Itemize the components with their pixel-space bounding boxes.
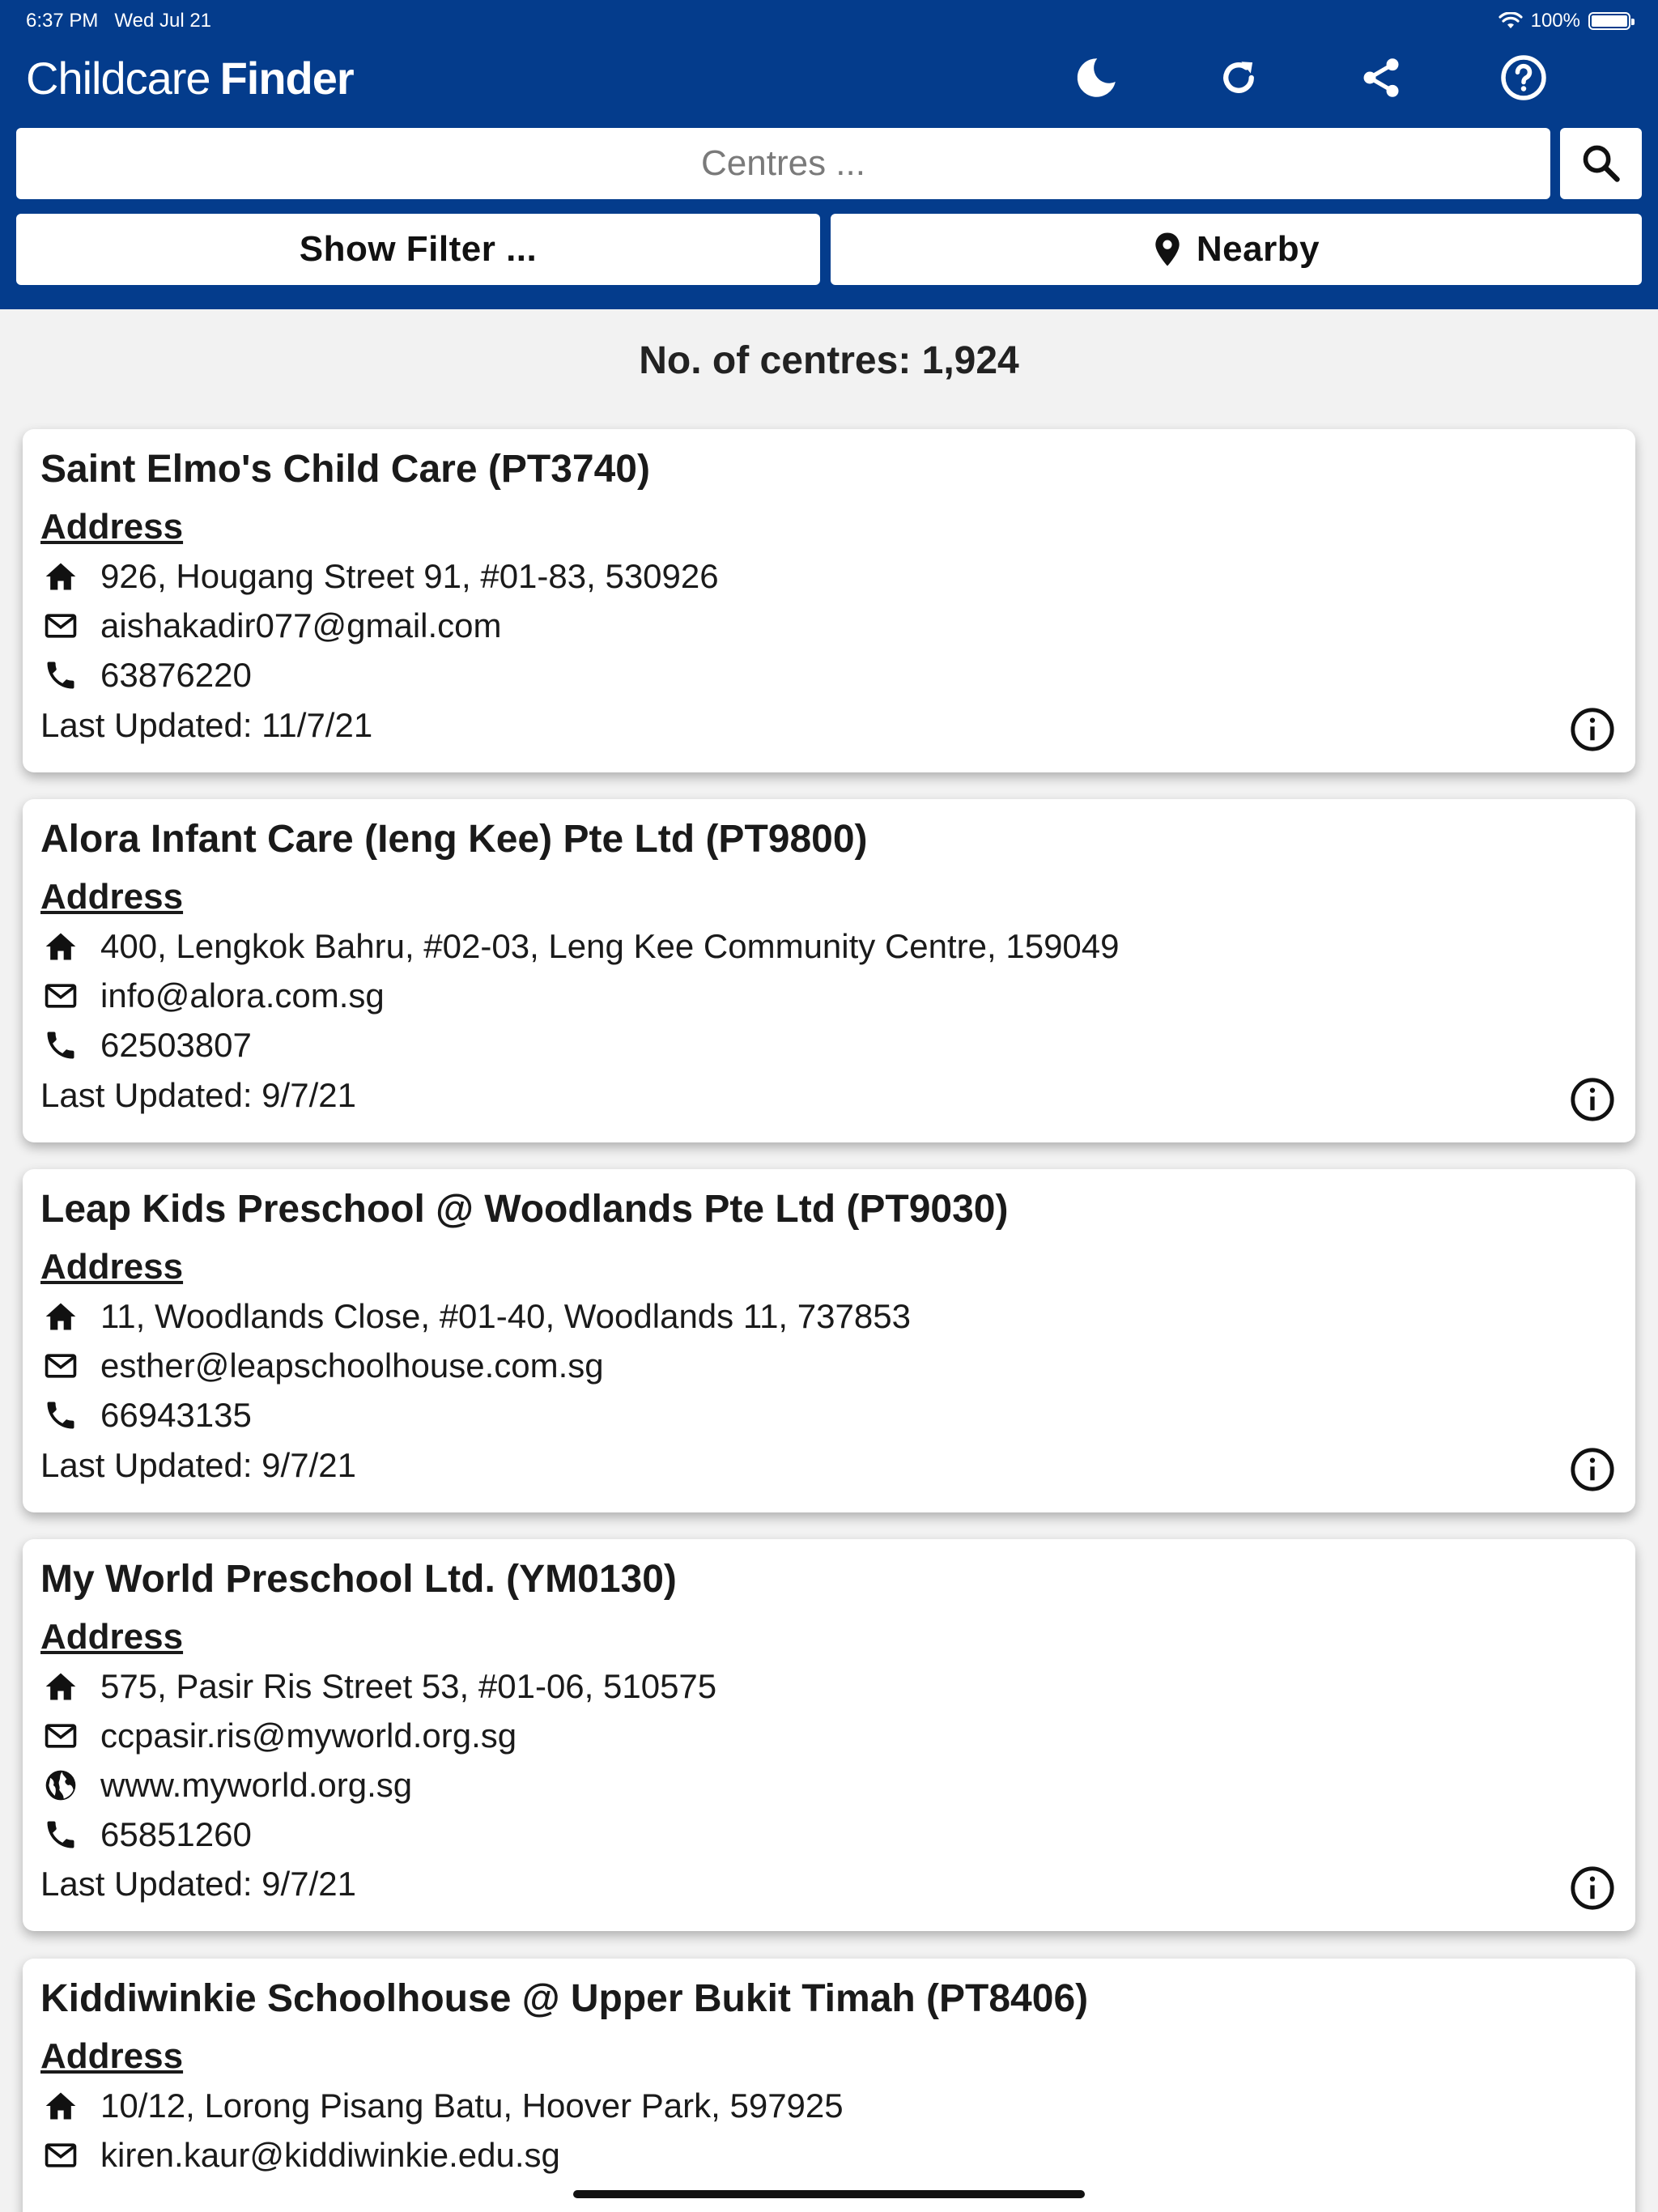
dark-mode-button[interactable] — [1064, 45, 1129, 110]
app-title — [26, 52, 354, 104]
info-icon — [1569, 706, 1616, 753]
search-bar — [16, 128, 1642, 199]
mail-icon — [40, 1716, 81, 1756]
info-icon — [1569, 1865, 1616, 1912]
email-text: esther@leapschoolhouse.com.sg — [100, 1346, 604, 1385]
home-icon — [40, 1666, 81, 1707]
phone-text: 63876220 — [100, 656, 252, 694]
centre-card[interactable] — [23, 429, 1635, 772]
website-row[interactable] — [40, 1763, 412, 1808]
centre-title: Alora Infant Care (Ieng Kee) Pte Ltd (PT9800) — [40, 818, 868, 861]
phone-row[interactable] — [40, 653, 252, 698]
moon-icon — [1072, 53, 1120, 102]
help-icon — [1499, 53, 1548, 102]
mail-icon — [40, 976, 81, 1016]
mail-icon — [40, 1346, 81, 1386]
email-row[interactable] — [40, 1713, 517, 1759]
email-row[interactable] — [40, 973, 385, 1019]
phone-icon — [40, 655, 81, 696]
home-icon — [40, 556, 81, 597]
refresh-icon — [1217, 56, 1261, 100]
centre-card[interactable] — [23, 1959, 1635, 2212]
app-title-light: Childcare — [26, 53, 210, 104]
battery-percent: 100% — [1530, 10, 1580, 32]
info-button[interactable] — [1567, 1074, 1618, 1125]
help-button[interactable] — [1491, 45, 1556, 110]
email-row[interactable] — [40, 2133, 560, 2178]
address-text: 11, Woodlands Close, #01-40, Woodlands 11, 737853 — [100, 1297, 911, 1335]
search-input[interactable] — [16, 128, 1550, 199]
address-row — [40, 924, 1120, 969]
show-filter-button[interactable] — [16, 214, 820, 285]
info-button[interactable] — [1567, 1863, 1618, 1913]
phone-text: 65851260 — [100, 1815, 252, 1853]
nearby-button[interactable] — [831, 214, 1642, 285]
address-text: 926, Hougang Street 91, #01-83, 530926 — [100, 557, 719, 595]
address-text: 575, Pasir Ris Street 53, #01-06, 510575 — [100, 1667, 717, 1705]
address-text: 400, Lengkok Bahru, #02-03, Leng Kee Community Centre, 159049 — [100, 927, 1120, 965]
email-text: info@alora.com.sg — [100, 976, 385, 1015]
centre-title: My World Preschool Ltd. (YM0130) — [40, 1558, 677, 1601]
address-label: Address — [40, 2036, 184, 2076]
nearby-label: Nearby — [1196, 229, 1320, 269]
app-header — [0, 0, 1658, 309]
phone-text: 66943135 — [100, 1396, 252, 1434]
home-icon — [40, 2086, 81, 2126]
show-filter-label: Show Filter ... — [299, 229, 538, 269]
address-label: Address — [40, 877, 184, 917]
share-button[interactable] — [1349, 45, 1414, 110]
battery-icon — [1588, 12, 1630, 30]
address-label: Address — [40, 507, 184, 547]
status-right — [1499, 10, 1630, 32]
home-icon — [40, 1296, 81, 1337]
email-text: kiren.kaur@kiddiwinkie.edu.sg — [100, 2136, 560, 2174]
globe-icon — [40, 1765, 81, 1806]
address-row — [40, 1294, 911, 1339]
phone-row[interactable] — [40, 1393, 252, 1438]
phone-text: 62503807 — [100, 1026, 252, 1064]
action-buttons — [16, 214, 1642, 285]
email-text: ccpasir.ris@myworld.org.sg — [100, 1716, 517, 1755]
email-row[interactable] — [40, 603, 502, 649]
search-button[interactable] — [1560, 128, 1642, 199]
home-indicator[interactable] — [573, 2190, 1085, 2198]
phone-icon — [40, 1395, 81, 1436]
mail-icon — [40, 2135, 81, 2176]
address-text: 10/12, Lorong Pisang Batu, Hoover Park, 597925 — [100, 2087, 844, 2125]
centre-title: Kiddiwinkie Schoolhouse @ Upper Bukit Timah (PT8406) — [40, 1977, 1089, 2020]
centre-title: Leap Kids Preschool @ Woodlands Pte Ltd (PT9030) — [40, 1188, 1009, 1231]
address-label: Address — [40, 1247, 184, 1287]
mail-icon — [40, 606, 81, 646]
info-button[interactable] — [1567, 1444, 1618, 1495]
last-updated: Last Updated: 11/7/21 — [40, 706, 373, 744]
phone-row[interactable] — [40, 1812, 252, 1857]
centre-count: No. of centres: 1,924 — [639, 339, 1019, 382]
centre-card[interactable] — [23, 1169, 1635, 1512]
centre-card[interactable] — [23, 1539, 1635, 1931]
info-button[interactable] — [1567, 704, 1618, 755]
last-updated: Last Updated: 9/7/21 — [40, 1446, 356, 1484]
phone-icon — [40, 1814, 81, 1855]
last-updated: Last Updated: 9/7/21 — [40, 1076, 356, 1114]
status-bar — [0, 5, 1658, 37]
location-pin-icon — [1153, 232, 1182, 267]
info-icon — [1569, 1076, 1616, 1123]
centre-card[interactable] — [23, 799, 1635, 1142]
email-text: aishakadir077@gmail.com — [100, 606, 502, 644]
email-row[interactable] — [40, 1343, 604, 1389]
info-icon — [1569, 1446, 1616, 1493]
share-icon — [1358, 55, 1404, 100]
phone-row[interactable] — [40, 1023, 252, 1068]
last-updated: Last Updated: 9/7/21 — [40, 1865, 356, 1903]
centre-title: Saint Elmo's Child Care (PT3740) — [40, 448, 650, 491]
address-row — [40, 2083, 844, 2129]
address-row — [40, 554, 719, 599]
home-icon — [40, 926, 81, 967]
status-time: 6:37 PM Wed Jul 21 — [26, 10, 212, 32]
search-icon — [1580, 143, 1622, 185]
wifi-icon — [1499, 12, 1523, 30]
app-title-bold: Finder — [219, 53, 354, 104]
website-text: www.myworld.org.sg — [100, 1766, 413, 1804]
phone-icon — [40, 1025, 81, 1066]
refresh-button[interactable] — [1206, 45, 1271, 110]
address-label: Address — [40, 1617, 184, 1657]
address-row — [40, 1664, 716, 1709]
